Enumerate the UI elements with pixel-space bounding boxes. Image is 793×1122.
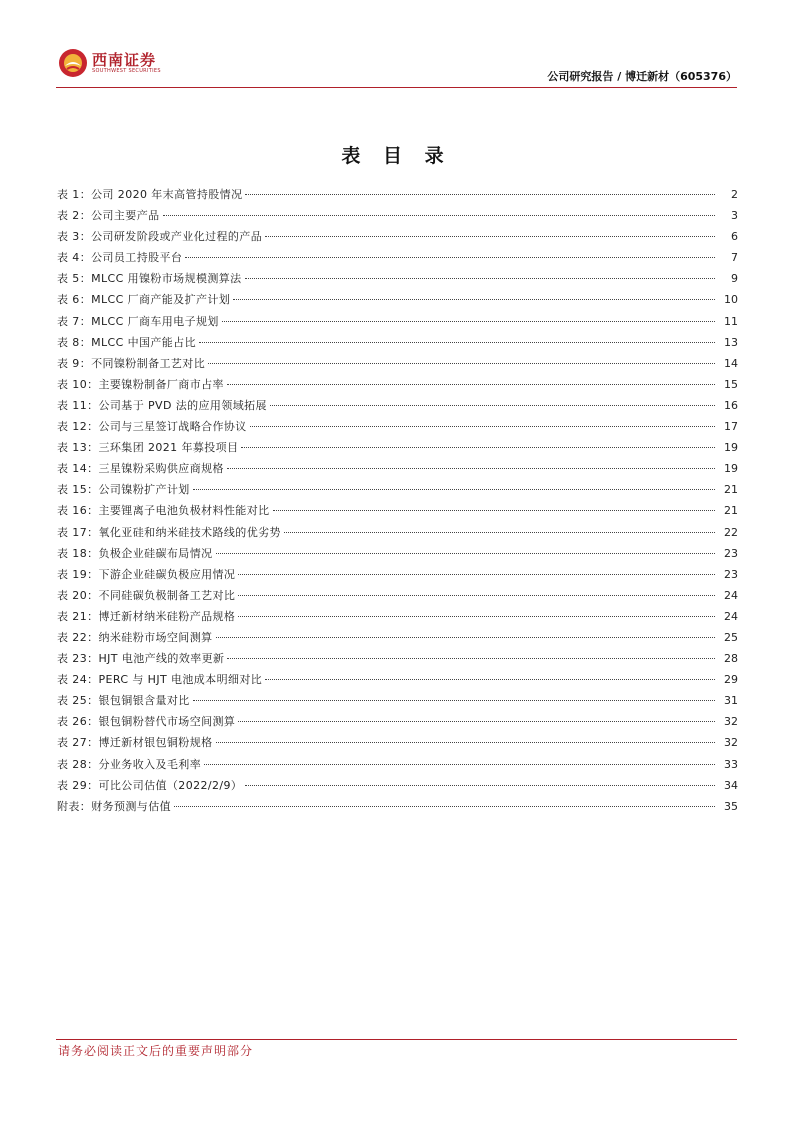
toc-entry-label[interactable]: 表 28：分业务收入及毛利率 (57, 757, 202, 771)
toc-dot-leader (238, 616, 715, 617)
toc-entry[interactable] (57, 690, 738, 711)
toc-entry-label[interactable]: 表 6：MLCC 厂商产能及扩产计划 (57, 293, 231, 307)
toc-entry-label[interactable]: 表 1：公司 2020 年末高管持股情况 (57, 188, 243, 201)
toc-entry[interactable] (57, 437, 738, 458)
toc-entry[interactable] (57, 796, 738, 817)
toc-dot-leader (216, 553, 716, 554)
toc-entry-page[interactable]: 19 (724, 441, 738, 455)
toc-entry-page[interactable]: 2 (731, 188, 738, 201)
toc-dot-leader (238, 574, 715, 575)
toc-entry-label[interactable]: 表 27：博迁新材银包铜粉规格 (57, 736, 213, 750)
footer-divider (56, 1039, 737, 1040)
toc-dot-leader (199, 342, 715, 343)
toc-entry[interactable] (57, 585, 738, 606)
toc-entry-label[interactable]: 表 10：主要镍粉制备厂商市占率 (57, 377, 224, 391)
toc-dot-leader (216, 637, 716, 638)
toc-entry-page[interactable]: 32 (724, 736, 738, 750)
toc-entry-label[interactable]: 表 12：公司与三星签订战略合作协议 (57, 420, 247, 434)
table-of-contents (57, 184, 738, 817)
toc-dot-leader (174, 806, 715, 807)
toc-entry-page[interactable]: 31 (724, 694, 738, 708)
report-header-title: 公司研究报告 / 博迁新材（605376） (547, 70, 737, 83)
toc-entry-label[interactable]: 表 8：MLCC 中国产能占比 (57, 335, 196, 349)
toc-entry-page[interactable]: 13 (724, 335, 738, 349)
toc-dot-leader (273, 510, 716, 511)
toc-entry[interactable] (57, 247, 738, 268)
brand-logo-icon (58, 48, 88, 78)
toc-entry-label[interactable]: 表 4：公司员工持股平台 (57, 251, 183, 265)
toc-dot-leader (193, 489, 715, 490)
toc-entry[interactable] (57, 500, 738, 521)
toc-entry-page[interactable]: 9 (731, 272, 738, 286)
toc-entry-label[interactable]: 表 7：MLCC 厂商车用电子规划 (57, 314, 219, 328)
toc-entry[interactable] (57, 311, 738, 332)
toc-dot-leader (265, 679, 715, 680)
toc-entry-page[interactable]: 16 (724, 398, 738, 412)
toc-entry-label[interactable]: 表 23：HJT 电池产线的效率更新 (57, 652, 225, 666)
toc-entry[interactable] (57, 648, 738, 669)
toc-entry[interactable] (57, 522, 738, 543)
toc-entry-page[interactable]: 22 (724, 525, 738, 539)
toc-entry-label[interactable]: 表 11：公司基于 PVD 法的应用领域拓展 (57, 398, 267, 412)
footer-disclaimer: 请务必阅读正文后的重要声明部分 (58, 1044, 254, 1058)
toc-dot-leader (163, 215, 716, 216)
toc-entry[interactable] (57, 226, 738, 247)
toc-entry-page[interactable]: 11 (724, 314, 738, 328)
toc-entry-label[interactable]: 表 16：主要锂离子电池负极材料性能对比 (57, 504, 270, 518)
toc-entry[interactable] (57, 754, 738, 775)
toc-entry-page[interactable]: 17 (724, 420, 738, 434)
toc-dot-leader (270, 405, 715, 406)
toc-dot-leader (238, 595, 715, 596)
toc-dot-leader (241, 447, 715, 448)
toc-entry-page[interactable]: 23 (724, 567, 738, 581)
toc-entry-label[interactable]: 表 26：银包铜粉替代市场空间测算 (57, 715, 236, 729)
brand-name-cn: 西南证券 (92, 50, 157, 69)
toc-entry-label[interactable]: 表 18：负极企业硅碳布局情况 (57, 546, 213, 560)
toc-entry-page[interactable]: 23 (724, 546, 738, 560)
brand-logo (58, 48, 161, 78)
toc-dot-leader (265, 236, 715, 237)
toc-dot-leader (185, 257, 715, 258)
toc-entry-label[interactable]: 附表：财务预测与估值 (57, 799, 171, 813)
toc-entry-label[interactable]: 表 13：三环集团 2021 年募投项目 (57, 441, 239, 455)
toc-entry-page[interactable]: 15 (724, 377, 738, 391)
brand-name-en: SOUTHWEST SECURITIES (92, 67, 161, 74)
toc-dot-leader (245, 278, 715, 279)
toc-dot-leader (227, 384, 715, 385)
toc-entry[interactable] (57, 268, 738, 289)
toc-entry-page[interactable]: 35 (724, 799, 738, 813)
toc-entry-page[interactable]: 21 (724, 504, 738, 518)
toc-entry-page[interactable]: 24 (724, 588, 738, 602)
toc-entry-label[interactable]: 表 2：公司主要产品 (57, 209, 160, 223)
toc-entry-label[interactable]: 表 5：MLCC 用镍粉市场规模测算法 (57, 272, 242, 286)
toc-entry-page[interactable]: 14 (724, 356, 738, 370)
toc-entry-label[interactable]: 表 22：纳米硅粉市场空间测算 (57, 630, 213, 644)
toc-dot-leader (222, 321, 715, 322)
toc-dot-leader (284, 532, 715, 533)
toc-dot-leader (245, 785, 715, 786)
toc-entry[interactable] (57, 606, 738, 627)
toc-entry[interactable] (57, 711, 738, 732)
header-divider (56, 87, 737, 88)
toc-entry-page[interactable]: 21 (724, 483, 738, 497)
toc-entry-page[interactable]: 28 (724, 652, 738, 666)
toc-dot-leader (227, 468, 715, 469)
toc-entry-page[interactable]: 3 (731, 209, 738, 223)
toc-entry-page[interactable]: 34 (724, 778, 738, 792)
toc-entry-page[interactable]: 25 (724, 630, 738, 644)
toc-entry-label[interactable]: 表 24：PERC 与 HJT 电池成本明细对比 (57, 673, 263, 687)
toc-entry[interactable] (57, 564, 738, 585)
toc-entry-label[interactable]: 表 20：不同硅碳负极制备工艺对比 (57, 588, 236, 602)
toc-entry[interactable] (57, 543, 738, 564)
toc-entry-label[interactable]: 表 25：银包铜银含量对比 (57, 694, 190, 708)
toc-entry-label[interactable]: 表 14：三星镍粉采购供应商规格 (57, 462, 224, 476)
toc-entry-page[interactable]: 24 (724, 609, 738, 623)
toc-entry[interactable] (57, 627, 738, 648)
toc-dot-leader (245, 194, 715, 195)
toc-entry[interactable] (57, 775, 738, 796)
toc-dot-leader (208, 363, 715, 364)
page-title: 表 目 录 (341, 145, 452, 167)
toc-entry[interactable] (57, 416, 738, 437)
toc-dot-leader (238, 721, 715, 722)
toc-entry[interactable] (57, 353, 738, 374)
toc-entry-label[interactable]: 表 9：不同镍粉制备工艺对比 (57, 356, 206, 370)
toc-entry-page[interactable]: 10 (724, 293, 738, 307)
toc-dot-leader (233, 299, 715, 300)
toc-entry-label[interactable]: 表 29：可比公司估值（2022/2/9） (57, 778, 243, 792)
toc-entry[interactable] (57, 732, 738, 753)
toc-entry-page[interactable]: 6 (731, 230, 738, 244)
toc-entry[interactable] (57, 374, 738, 395)
toc-dot-leader (227, 658, 715, 659)
toc-dot-leader (193, 700, 715, 701)
toc-entry[interactable] (57, 479, 738, 500)
toc-entry[interactable] (57, 395, 738, 416)
toc-entry[interactable] (57, 205, 738, 226)
toc-dot-leader (250, 426, 715, 427)
toc-entry-page[interactable]: 33 (724, 757, 738, 771)
toc-entry-page[interactable]: 32 (724, 715, 738, 729)
toc-entry-page[interactable]: 29 (724, 673, 738, 687)
toc-entry[interactable] (57, 332, 738, 353)
toc-entry-label[interactable]: 表 3：公司研发阶段或产业化过程的产品 (57, 230, 263, 244)
toc-entry[interactable] (57, 458, 738, 479)
toc-entry-page[interactable]: 7 (731, 251, 738, 265)
toc-entry-label[interactable]: 表 21：博迁新材纳米硅粉产品规格 (57, 609, 236, 623)
toc-entry-label[interactable]: 表 17：氧化亚硅和纳米硅技术路线的优劣势 (57, 525, 281, 539)
toc-dot-leader (204, 764, 715, 765)
toc-entry-label[interactable]: 表 15：公司镍粉扩产计划 (57, 483, 190, 497)
toc-entry[interactable] (57, 289, 738, 310)
toc-entry-page[interactable]: 19 (724, 462, 738, 476)
toc-dot-leader (216, 742, 716, 743)
toc-entry-label[interactable]: 表 19：下游企业硅碳负极应用情况 (57, 567, 236, 581)
toc-entry[interactable] (57, 669, 738, 690)
toc-entry[interactable] (57, 184, 738, 205)
brand-logo-text (92, 52, 161, 75)
